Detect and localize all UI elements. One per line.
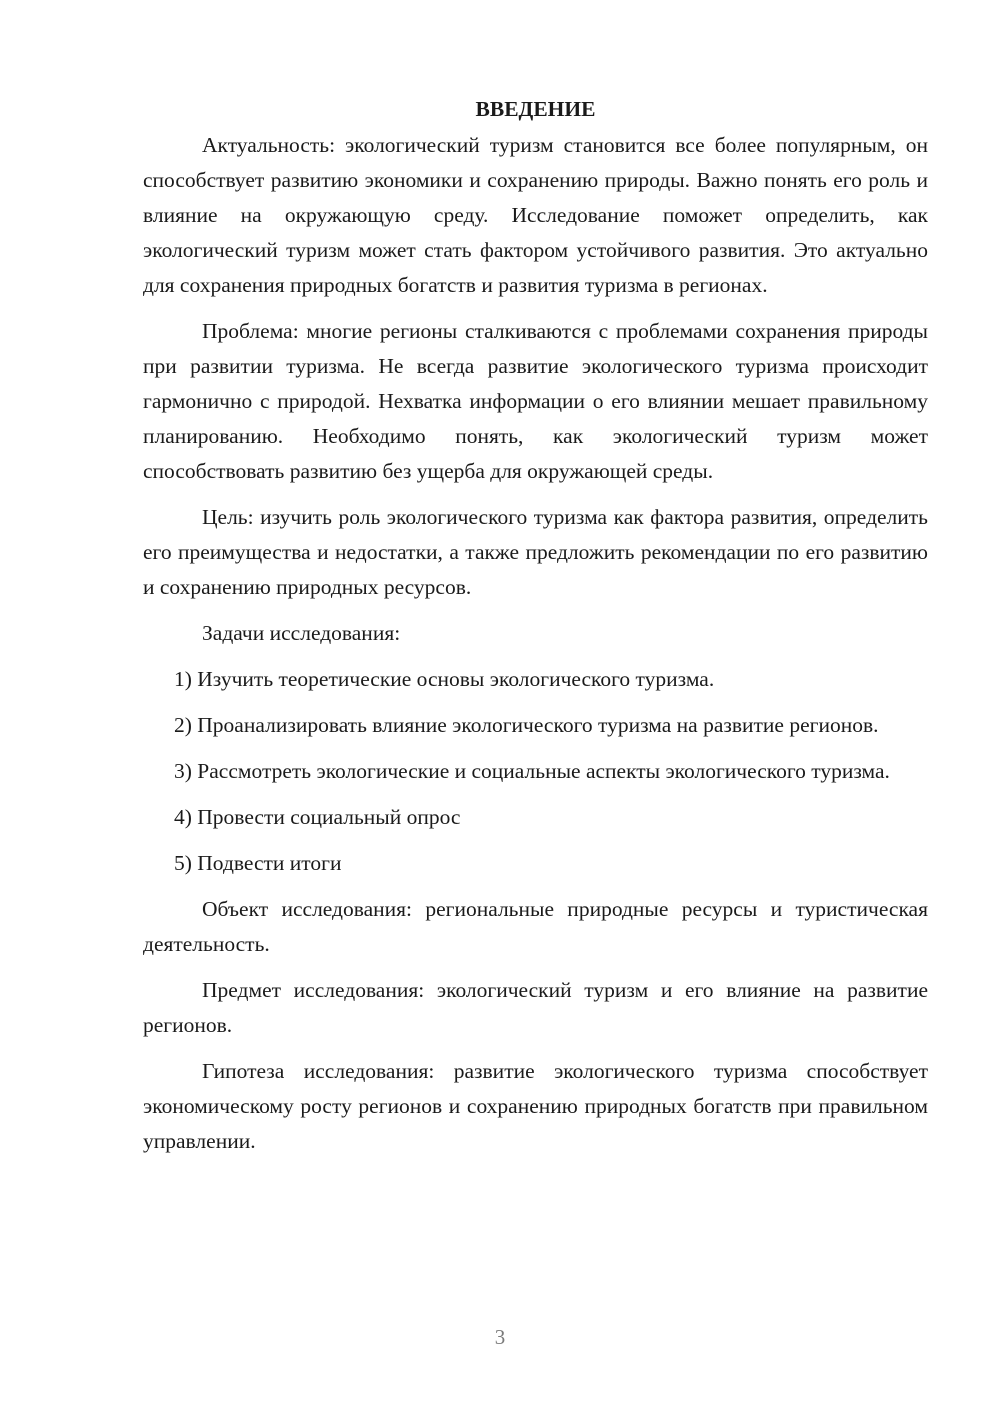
task-item: 5) Подвести итоги bbox=[174, 851, 342, 875]
section-heading: ВВЕДЕНИЕ bbox=[475, 97, 596, 121]
subject-paragraph: Предмет исследования: экологический туризм и его влияние на развитие регионов. bbox=[143, 978, 928, 1037]
hypothesis-paragraph: Гипотеза исследования: развитие экологического туризма способствует экономическому росту регионов и сохранению природных богатств при правильном управлении. bbox=[143, 1059, 928, 1153]
document-page bbox=[143, 92, 928, 1170]
object-paragraph: Объект исследования: региональные природные ресурсы и туристическая деятельность. bbox=[143, 897, 928, 956]
task-item: 4) Провести социальный опрос bbox=[174, 805, 461, 829]
goal-paragraph: Цель: изучить роль экологического туризма как фактора развития, определить его преимущества и недостатки, а также предложить рекомендации по его развитию и сохранению природных ресурсов. bbox=[143, 505, 928, 599]
page-number: 3 bbox=[494, 1325, 506, 1349]
task-item: 1) Изучить теоретические основы экологического туризма. bbox=[174, 667, 715, 691]
tasks-title: Задачи исследования: bbox=[202, 621, 401, 645]
relevance-paragraph: Актуальность: экологический туризм становится все более популярным, он способствует развитию экономики и сохранению природы. Важно понять его роль и влияние на окружающую среду. Исследование поможет определить, как экологический туризм может стать фактором устойчивого развития. Это актуально для сохранения природных богатств и развития туризма в регионах. bbox=[143, 133, 928, 297]
problem-paragraph: Проблема: многие регионы сталкиваются с проблемами сохранения природы при развитии туризма. Не всегда развитие экологического туризма происходит гармонично с природой. Нехватка информации о его влиянии мешает правильному планированию. Необходимо понять, как экологический туризм может способствовать развитию без ущерба для окружающей среды. bbox=[143, 319, 928, 483]
task-item: 3) Рассмотреть экологические и социальные аспекты экологического туризма. bbox=[174, 759, 890, 783]
task-item: 2) Проанализировать влияние экологического туризма на развитие регионов. bbox=[174, 713, 879, 737]
